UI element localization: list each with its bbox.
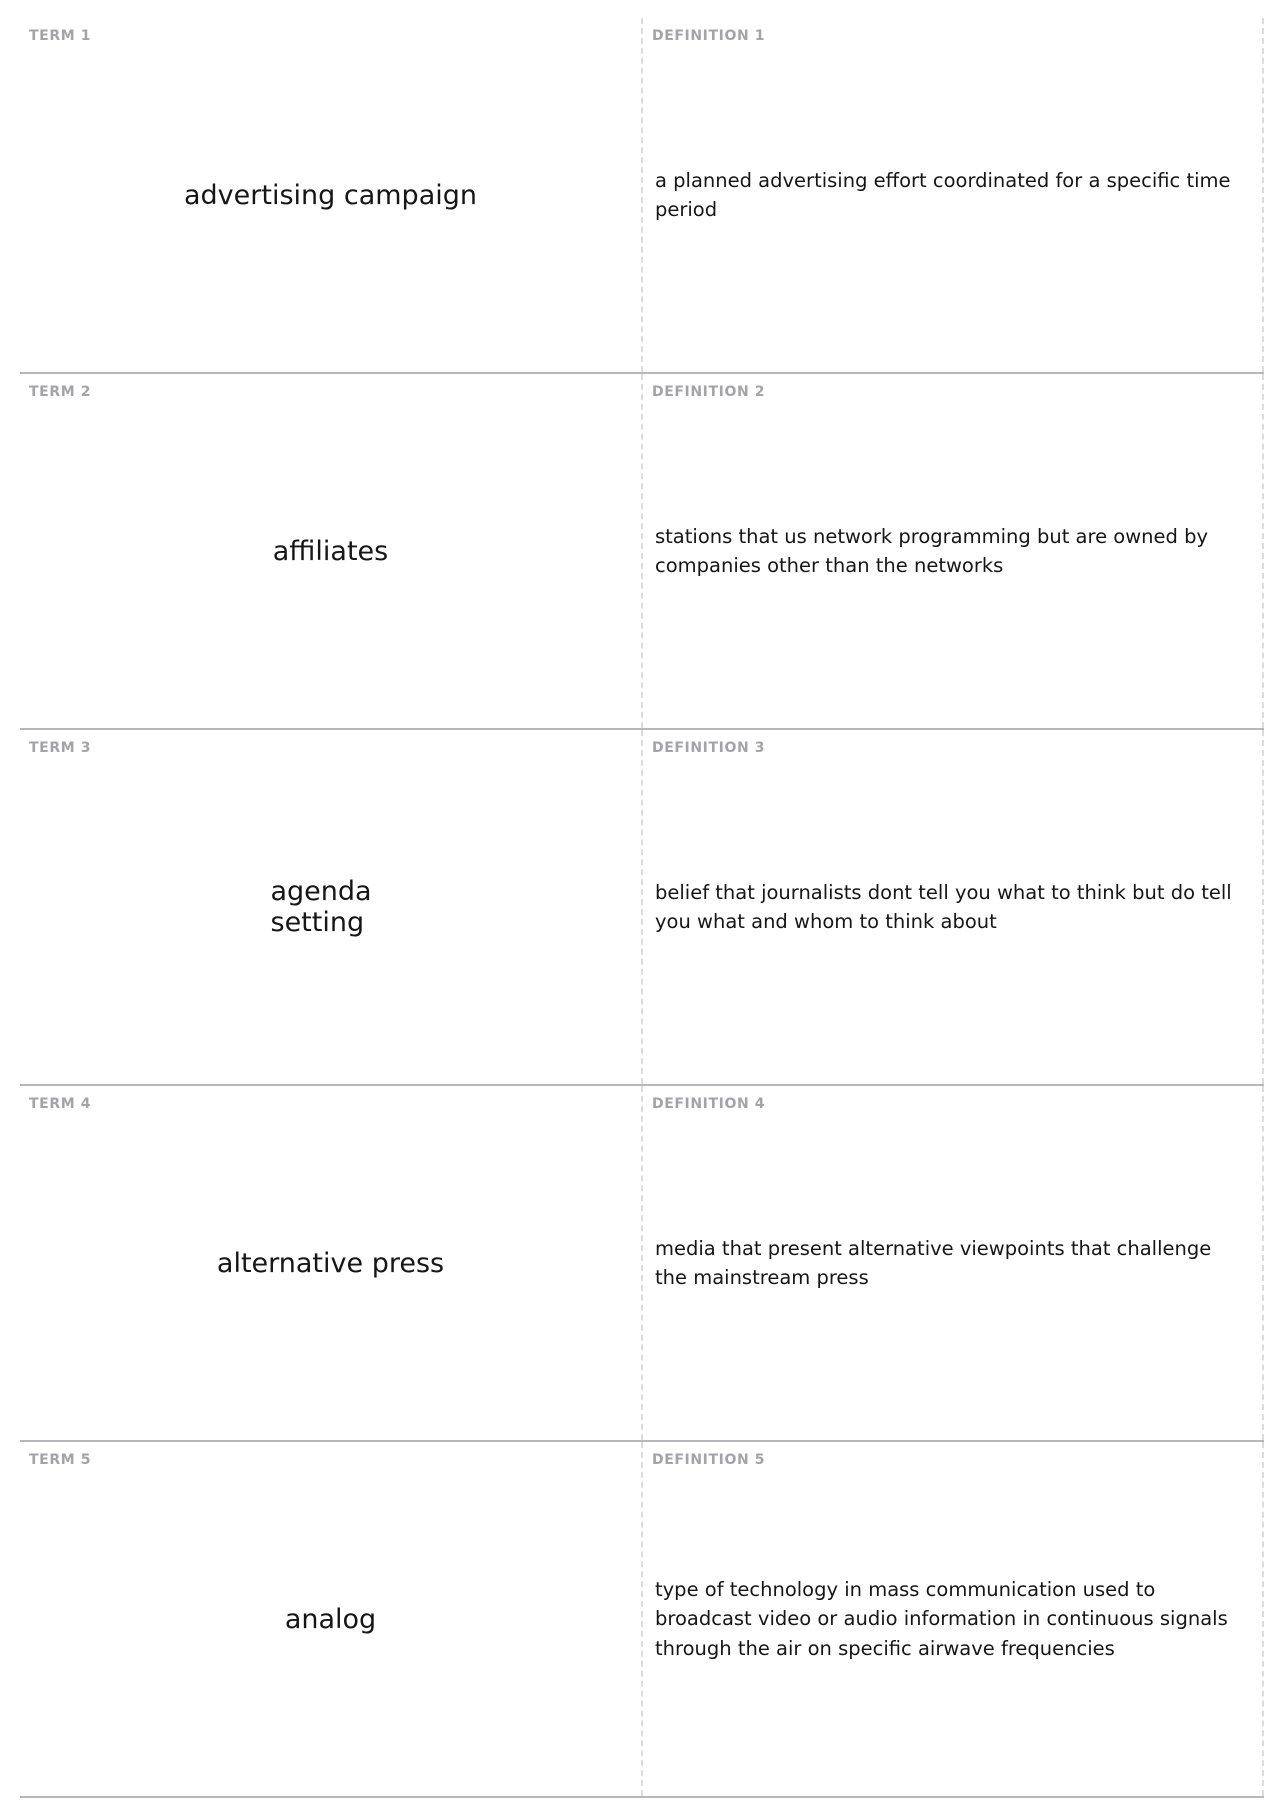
term-text: advertising campaign [184,179,477,211]
definition-label: DEFINITION 2 [652,384,766,400]
definition-cell [643,18,1264,372]
term-cell [20,18,643,372]
term-text: analog [284,1603,377,1635]
term-cell [20,374,643,728]
definition-text: type of technology in mass communication used to broadcast video or audio information in continuous signals through the air on specific airwave frequencies [655,1577,1228,1660]
term-label: TERM 5 [29,1452,92,1468]
term-label: TERM 2 [29,384,92,400]
flashcard-row [20,1442,1264,1798]
definition-text-wrapper [655,1086,1246,1440]
term-text-wrapper [20,1442,641,1796]
definition-cell [643,374,1264,728]
flashcard-row [20,18,1264,374]
definition-text: media that present alternative viewpoints that challenge the mainstream press [655,1236,1212,1289]
term-text: agenda setting [270,876,372,938]
term-cell [20,730,643,1084]
term-text-wrapper [20,1086,641,1440]
flashcard-sheet [20,18,1264,1798]
definition-text-wrapper [655,730,1246,1084]
term-cell [20,1086,643,1440]
definition-cell [643,1086,1264,1440]
term-text: alternative press [216,1247,445,1279]
term-cell [20,1442,643,1796]
definition-text-wrapper [655,1442,1246,1796]
term-text-wrapper [20,374,641,728]
flashcard-row [20,730,1264,1086]
definition-text: belief that journalists dont tell you what to think but do tell you what and whom to think about [655,880,1232,933]
term-label: TERM 3 [29,740,92,756]
definition-label: DEFINITION 4 [652,1096,766,1112]
definition-cell [643,730,1264,1084]
definition-text-wrapper [655,18,1246,372]
term-text-wrapper [20,730,641,1084]
definition-label: DEFINITION 5 [652,1452,766,1468]
term-text-wrapper [20,18,641,372]
term-label: TERM 4 [29,1096,92,1112]
definition-text: stations that us network programming but are owned by companies other than the networks [655,524,1208,577]
flashcard-row [20,374,1264,730]
term-label: TERM 1 [29,28,92,44]
definition-cell [643,1442,1264,1796]
definition-text: a planned advertising effort coordinated for a specific time period [655,168,1231,221]
definition-label: DEFINITION 3 [652,740,766,756]
flashcard-row [20,1086,1264,1442]
term-text: affiliates [272,535,389,567]
definition-text-wrapper [655,374,1246,728]
definition-label: DEFINITION 1 [652,28,766,44]
